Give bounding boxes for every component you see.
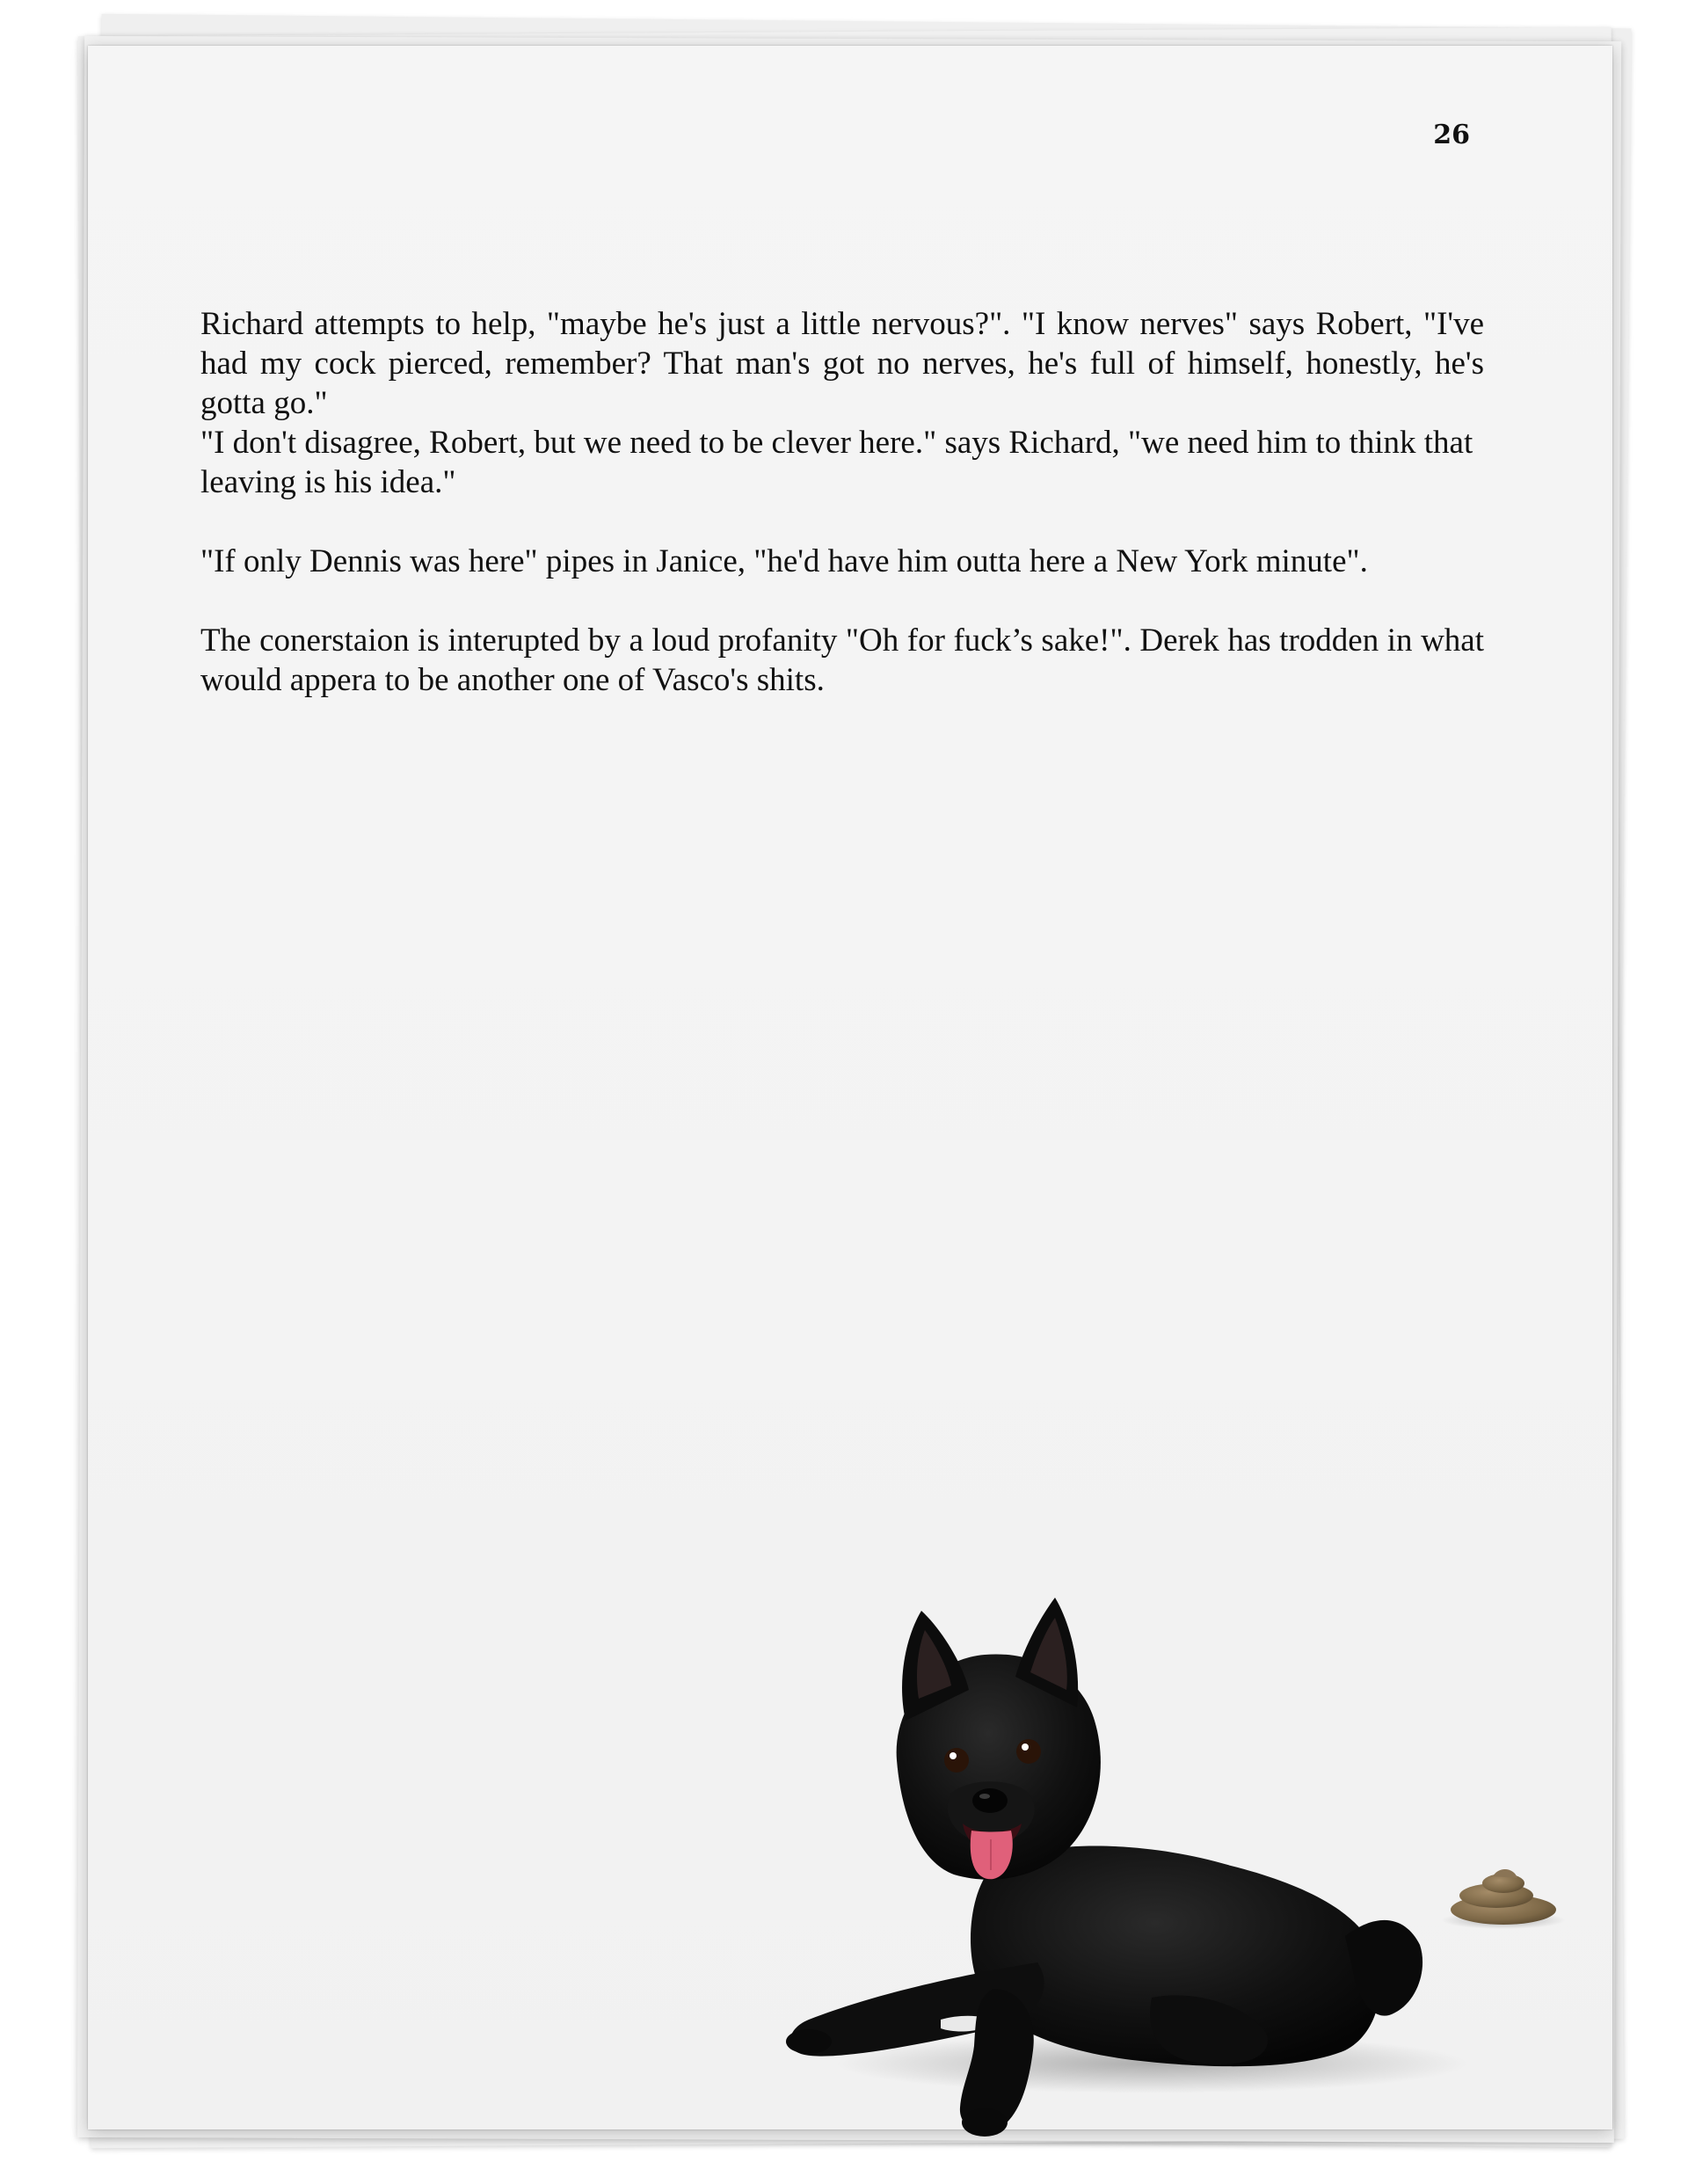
dog-nose-highlight	[979, 1794, 990, 1799]
paragraph: The conerstaion is interupted by a loud profanity "Oh for fuck’s sake!". Derek has trodden in what would appera to be another one of Vasco's shits.	[200, 622, 1484, 698]
black-dog-illustration	[774, 1576, 1618, 2138]
page-number: 26	[1433, 120, 1470, 150]
paragraph: Richard attempts to help, "maybe he's just a little nervous?". "I know nerves" says Robert, "I've had my cock pierced, remember? That man's got no nerves, he's full of himself, honestly, he's gotta go."	[200, 306, 1484, 421]
document-page	[88, 46, 1612, 2129]
dog-poop-icon	[1451, 1869, 1556, 1925]
paragraph: "If only Dennis was here" pipes in Janice, "he'd have him outta here a New York minute".	[200, 543, 1368, 579]
dog-eye-right-glint	[1022, 1744, 1029, 1751]
dog-paw-left	[786, 2029, 832, 2054]
dog-nose	[972, 1788, 1008, 1813]
paragraph-spacer	[200, 502, 1484, 542]
page-body	[200, 304, 1484, 700]
paragraph: "I don't disagree, Robert, but we need to be clever here." says Richard, "we need him to think that leaving is his idea."	[200, 425, 1473, 500]
dog-eye-left-glint	[950, 1752, 957, 1759]
dog-eye-left	[944, 1748, 969, 1773]
dog-eye-right	[1016, 1739, 1041, 1764]
dog-paw-right	[962, 2108, 1008, 2137]
paragraph-spacer	[200, 581, 1484, 621]
